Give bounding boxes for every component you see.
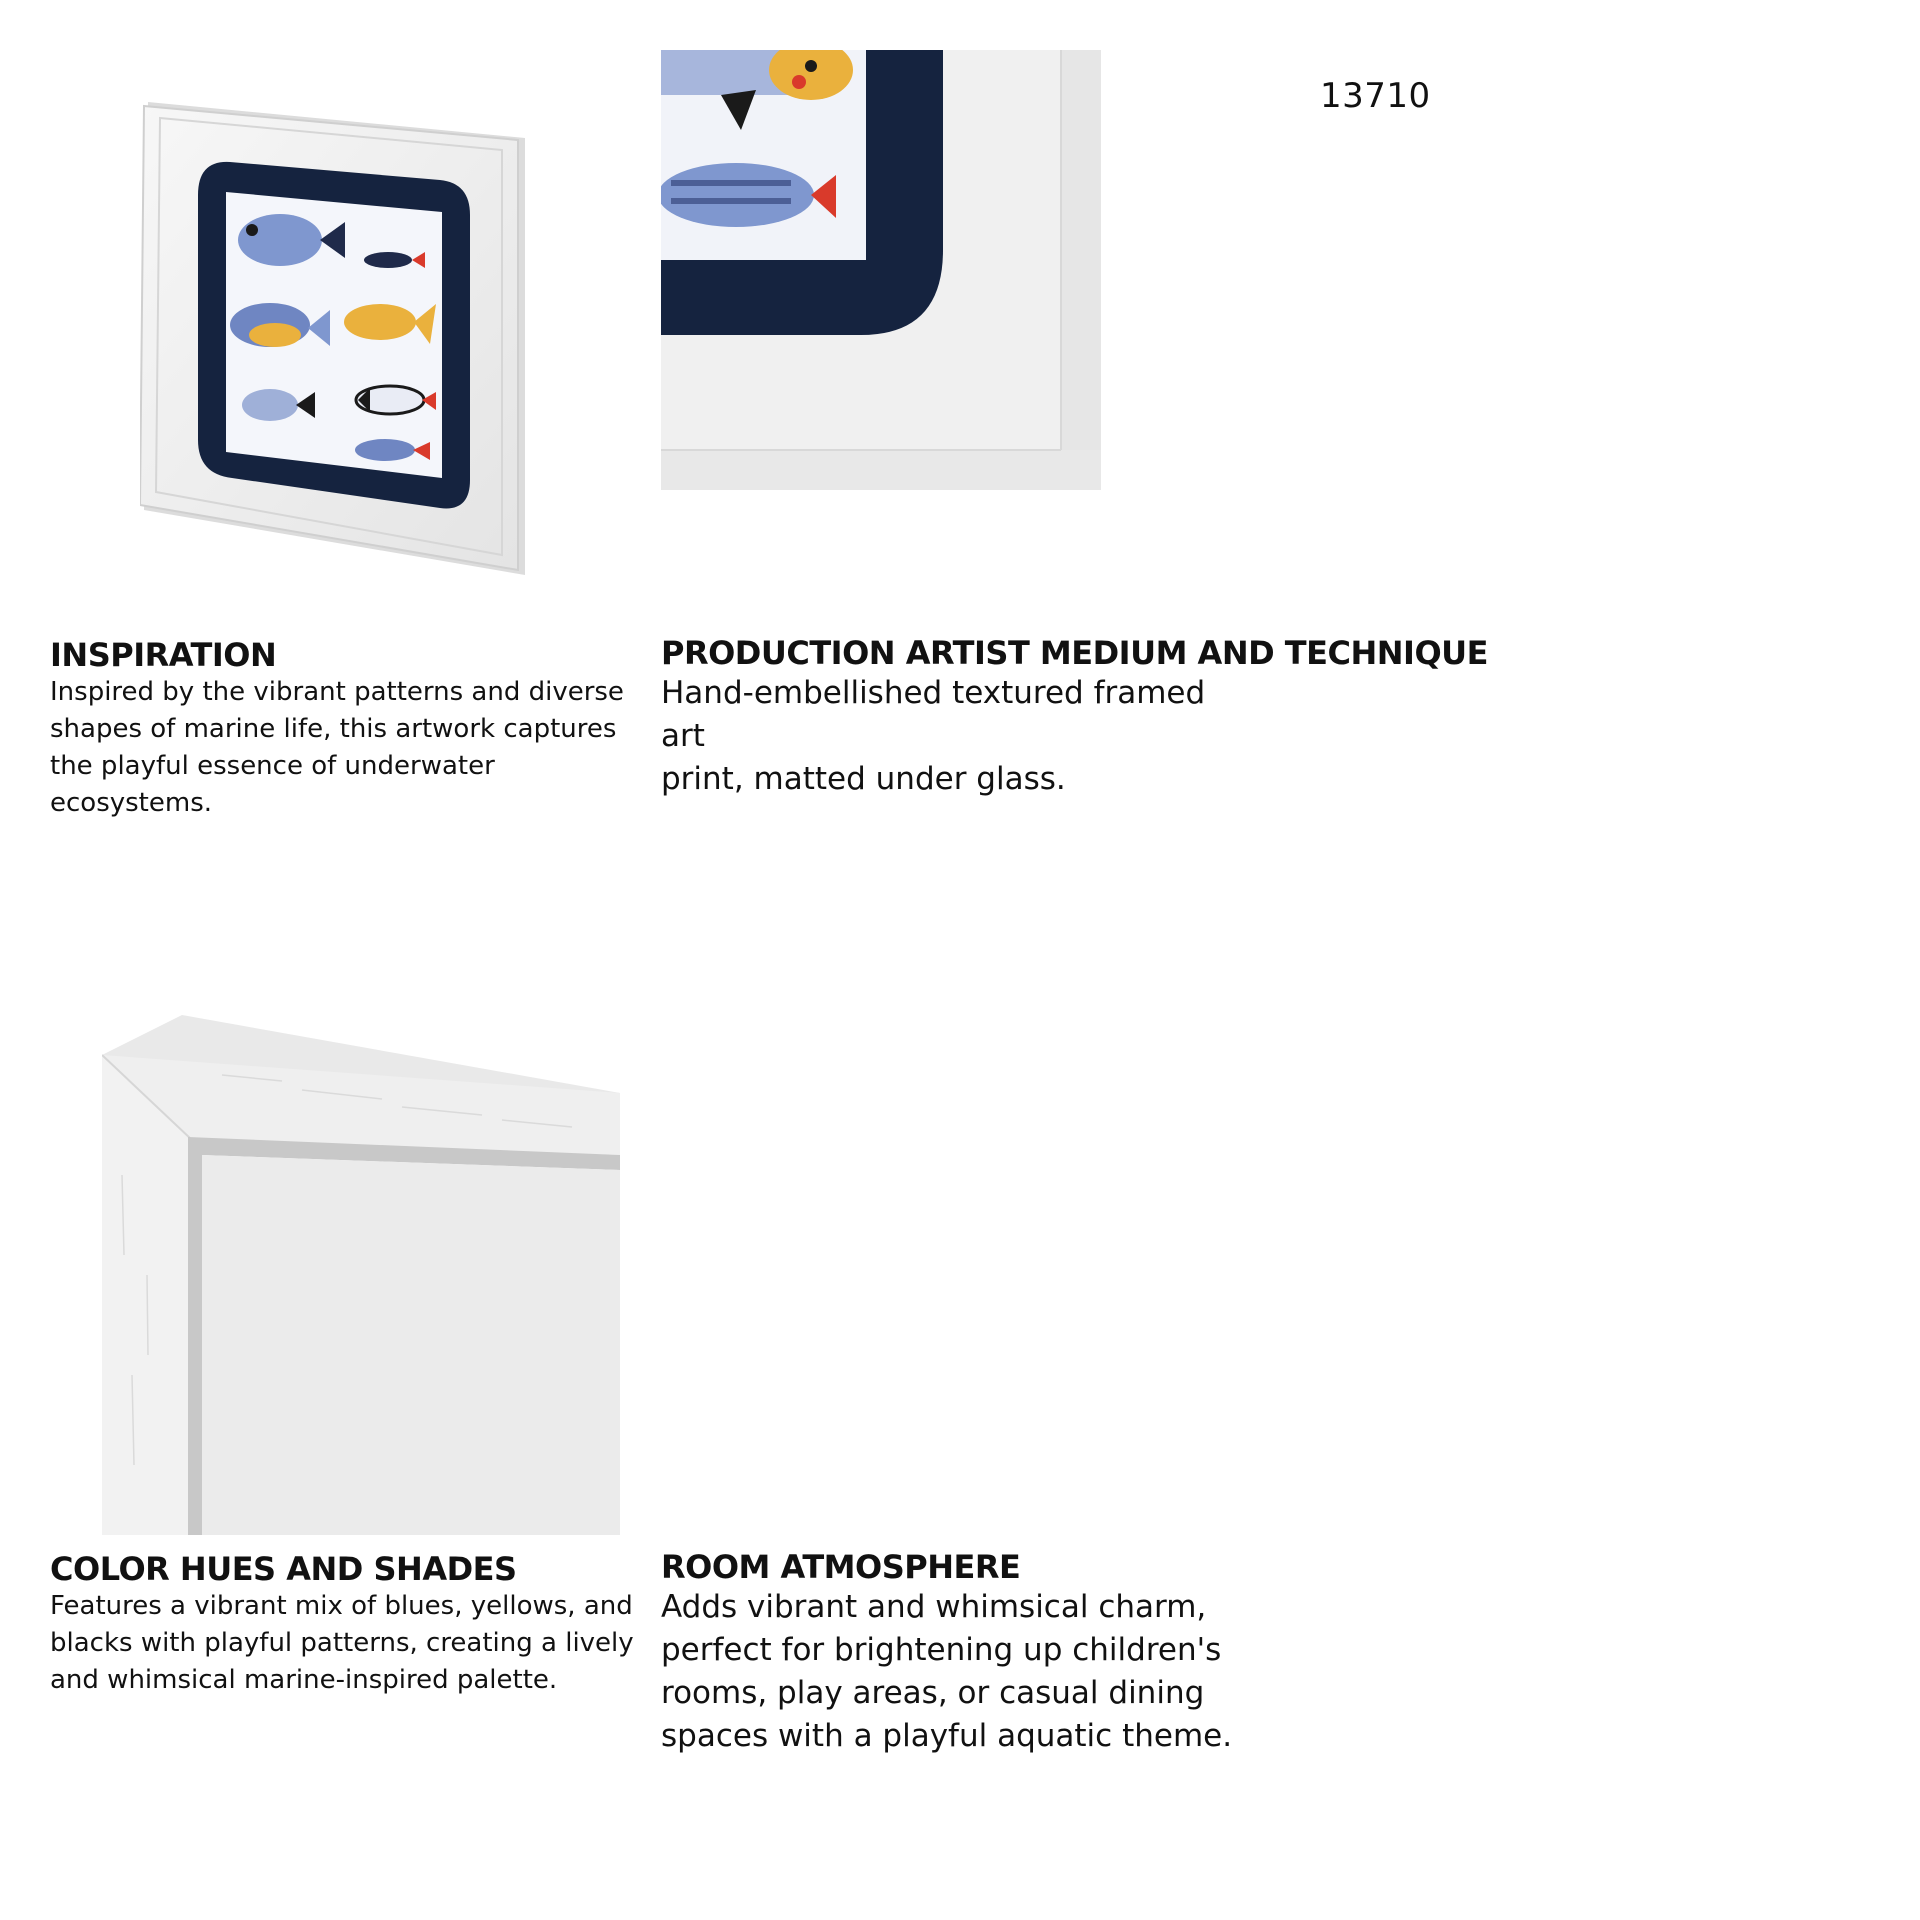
inspiration-text-line: Inspired by the vibrant patterns and diverse	[50, 677, 624, 707]
color-heading: COLOR HUES AND SHADES	[50, 1550, 517, 1588]
mat-detail-photo	[661, 50, 1101, 490]
color-text-line: Features a vibrant mix of blues, yellows, and	[50, 1591, 633, 1621]
production-heading: PRODUCTION ARTIST MEDIUM AND TECHNIQUE	[661, 634, 1488, 672]
production-section	[661, 634, 1561, 801]
inspiration-text-line: the playful essence of underwater ecosystems.	[50, 751, 495, 818]
inspiration-heading: INSPIRATION	[50, 636, 277, 674]
room-text-line: rooms, play areas, or casual dining	[661, 1675, 1205, 1711]
framed-art-illustration	[140, 100, 530, 575]
production-text-line: Hand-embellished textured framed art	[661, 675, 1206, 754]
room-text-line: perfect for brightening up children's	[661, 1632, 1222, 1668]
room-text-line: Adds vibrant and whimsical charm,	[661, 1589, 1207, 1625]
color-text-line: blacks with playful patterns, creating a lively	[50, 1628, 634, 1658]
product-code: 13710	[1320, 76, 1431, 116]
color-section	[50, 1550, 650, 1699]
inspiration-text-line: shapes of marine life, this artwork captures	[50, 714, 617, 744]
inspiration-section	[50, 636, 650, 822]
frame-corner-illustration	[102, 1015, 620, 1535]
color-text-line: and whimsical marine-inspired palette.	[50, 1665, 558, 1695]
room-text-line: spaces with a playful aquatic theme.	[661, 1718, 1233, 1754]
framed-art-photo	[140, 100, 530, 575]
production-text-line: print, matted under glass.	[661, 761, 1066, 797]
mat-detail-illustration	[661, 50, 1101, 490]
room-heading: ROOM ATMOSPHERE	[661, 1548, 1021, 1586]
room-section	[661, 1548, 1261, 1758]
frame-corner-photo	[102, 1015, 620, 1535]
